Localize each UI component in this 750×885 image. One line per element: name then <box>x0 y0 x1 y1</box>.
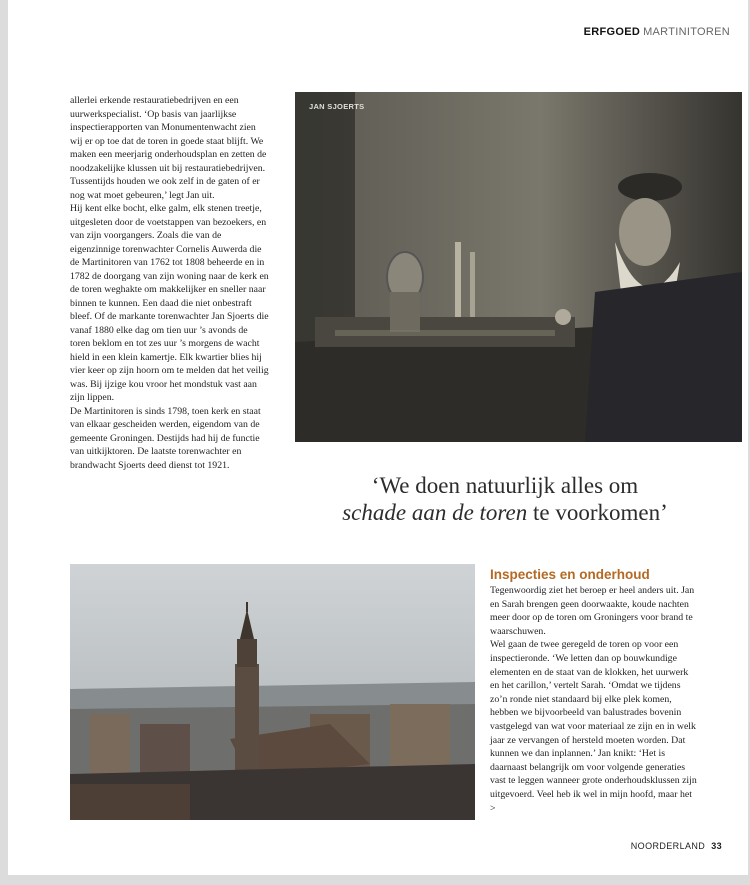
pull-quote <box>295 472 715 526</box>
right-text-column <box>490 584 698 815</box>
page-header <box>584 26 730 38</box>
left-text-column <box>70 94 270 472</box>
section-title: Inspecties en onderhoud <box>490 567 650 582</box>
tower-watchman-photo <box>295 92 742 442</box>
left-paragraph-1: allerlei erkende restauratiebedrijven en een uurwerkspecialist. ‘Op basis van jaarlijkse inspectierapporten van Monumentenwacht zien wij er op toe dat de toren in goede staat blijft. We maken een meerjarig onderhoudsplan en zetten de noodzakelijke klussen uit bij restauratiebedrijven. Tussentijds houden we ook zelf in de gaten of er nog wat moet gebeuren,’ legt Jan uit. <box>70 95 267 201</box>
left-paragraph-2: Hij kent elke bocht, elke galm, elk stenen treetje, uitgesleten door de voetstappen van bezoekers, en van zijn voorgangers. Zoals die van de eigenzinnige torenwachter Cornelis Auwerda die de Martinitoren van 1762 tot 1808 beheerde en in 1782 de doorgang van zijn woning naar de kerk en de toren weghakte om makkelijker en sneller naar binnen te kunnen. Een daad die niet onbestraft bleef. Of de markante torenwachter Jan Sjoerts die vanaf 1880 elke dag om tien uur ’s avonds de toren beklom en tot zes uur ’s morgens de wacht hield in een klein kamertje. Elk kwartier blies hij vier keer op zijn hoorn om te melden dat het veilig was. Bij ijzige kou vroor het mondstuk vast aan zijn lippen. <box>70 203 269 403</box>
groningen-cityscape-illustration <box>70 564 475 820</box>
page-footer <box>631 841 722 851</box>
header-subtitle: MARTINITOREN <box>643 26 730 38</box>
right-paragraph-2: Wel gaan de twee geregeld de toren op voor een inspectieronde. ‘We letten dan op bouwkundige elementen en de staat van de klokken, het uurwerk en het carillon,’ vertelt Sarah. ‘Omdat we tijdens zo’n ronde niet standaard bij elke plek komen, hebben we bijvoorbeeld van balustrades bovenin vastgelegd van wat voor materiaal ze zijn en in welk jaar ze vervangen of hersteld moeten worden. Dat kunnen we dan inplannen.’ Jan knikt: ‘Het is daarnaast belangrijk om voor volgende generaties vast te leggen wanneer grote onderhoudsklussen zijn uitgevoerd. Veel heb ik wel in mijn hoofd, maar het > <box>490 639 697 814</box>
city-view-photo <box>70 564 475 820</box>
magazine-page <box>8 0 748 875</box>
page-number: 33 <box>711 841 722 851</box>
watchman-illustration <box>295 92 742 442</box>
quote-line-2 <box>295 499 715 526</box>
magazine-name: NOORDERLAND <box>630 841 706 851</box>
quote-line-1: ‘We doen natuurlijk alles om <box>371 473 639 498</box>
left-paragraph-3: De Martinitoren is sinds 1798, toen kerk en staat van elkaar gescheiden werden, eigendom van de gemeente Groningen. Destijds had hij de functie van uitkijktoren. De laatste torenwachter en brandwacht Sjoerts deed dienst tot 1921. <box>70 405 261 471</box>
quote-line-2-rest: te voorkomen’ <box>527 500 668 525</box>
header-category: ERFGOED <box>583 26 641 38</box>
right-paragraph-1: Tegenwoordig ziet het beroep er heel anders uit. Jan en Sarah brengen geen doorwaakte, koude nachten meer door op de toren om Groningers voor brand te waarschuwen. <box>490 585 695 637</box>
photo-credit: JAN SJOERTS <box>309 102 365 111</box>
quote-emphasis: schade aan de toren <box>342 500 528 525</box>
